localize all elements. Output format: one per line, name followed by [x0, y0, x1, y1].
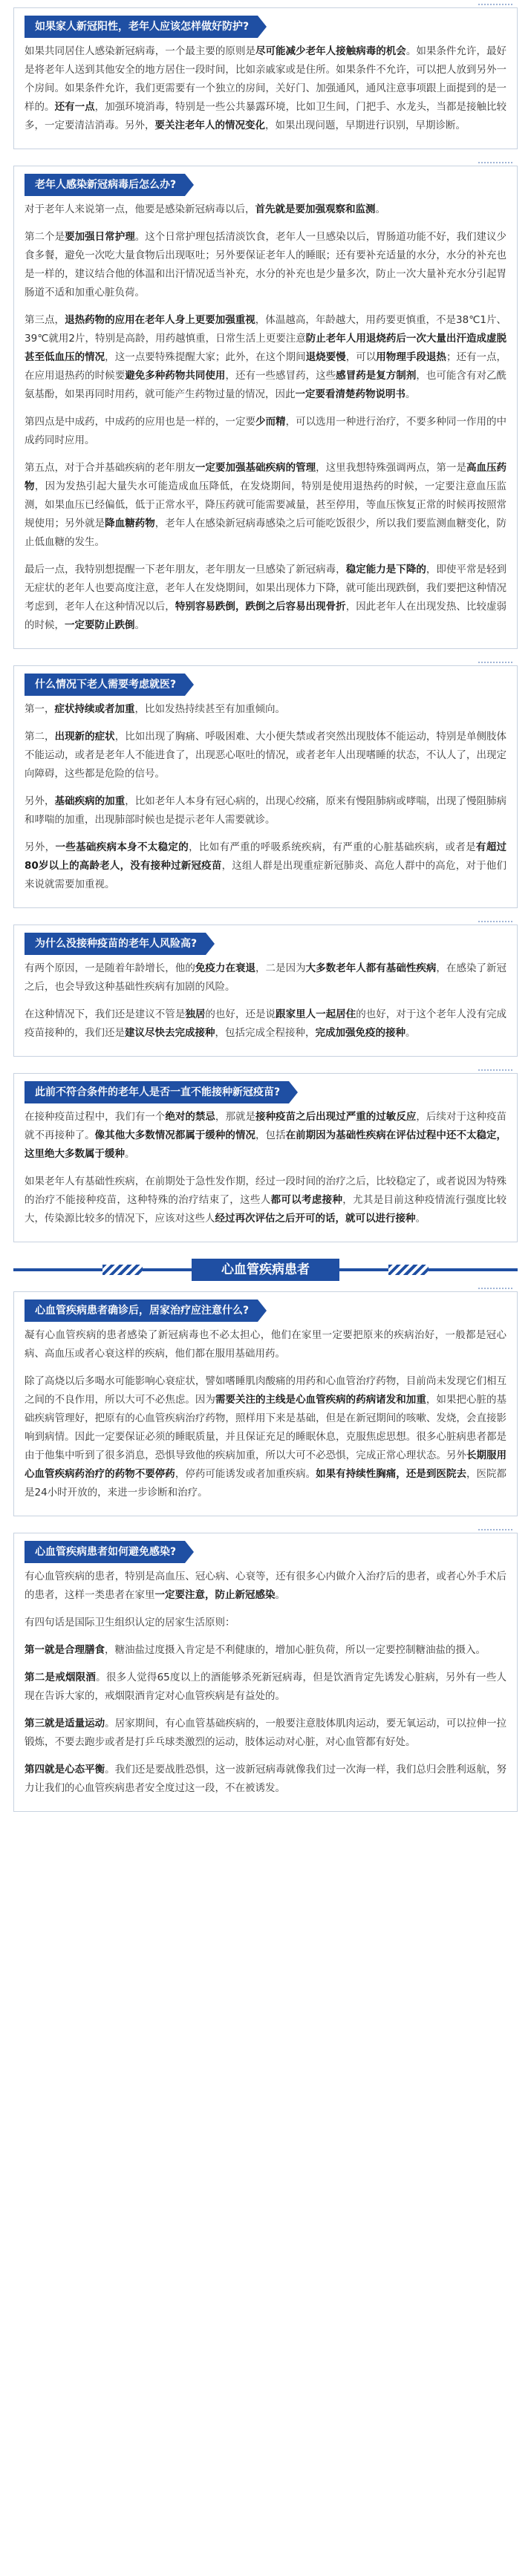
- body-text: 第一，: [25, 703, 55, 715]
- body-text: 第二，: [25, 731, 55, 743]
- body-text: 除了高烧以后多喝水可能影响心衰症状，譬如嗜睡肌肉酸痛的用药和心血管治疗药物，目前尚未发现它们相互之间的不良作用，所以大可不必焦虑。因为: [25, 1375, 506, 1406]
- emphasis-text: 出现新的症状: [54, 731, 115, 743]
- corner-decoration: [478, 921, 512, 925]
- emphasis-text: 完成加强免疫的接种: [315, 1027, 405, 1039]
- body-text: 。居家期间，有心血管基础疾病的，一般要注意肢体肌肉运动，要无氧运动，可以拉伸一拉锻炼，不要去跑步或者是打乒乓球类激烈的运动，肢体运动对心脏，对心血管都有好处。: [25, 1718, 507, 1748]
- emphasis-text: 退烧要慢: [305, 351, 346, 363]
- emphasis-text: 像其他大多数情况都属于缓种的情况: [94, 1129, 255, 1141]
- emphasis-text: 一定要注意，防止新冠感染: [154, 1589, 276, 1601]
- emphasis-text: 绝对的禁忌: [165, 1111, 215, 1123]
- section-box: [13, 166, 518, 649]
- emphasis-text: 降血糖药物: [105, 518, 155, 529]
- body-text: ，这一点要特殊提醒大家；此外，在这个期间: [105, 351, 306, 363]
- paragraph: [25, 1568, 506, 1605]
- health-section-group: [13, 7, 518, 1242]
- body-text: ，体温越高，年龄越大，用药要更慎重，不是38℃1片、39℃就用2片，特别是高龄，用药越慎重，日常生活上更要注意: [25, 314, 507, 345]
- paragraph: [25, 838, 506, 894]
- body-text: 。: [375, 203, 385, 215]
- body-text: 第五点，对于合并基础疾病的老年朋友: [25, 462, 195, 474]
- emphasis-text: 接种疫苗之后出现过严重的过敏反应: [255, 1111, 417, 1123]
- body-text: 第四点是中成药，中成药的应用也是一样的，一定要: [25, 416, 255, 428]
- body-text: 。: [125, 1148, 135, 1160]
- paragraph: [25, 1326, 506, 1363]
- body-text: ，这组人群是出现重症新冠肺炎、高危人群中的高危，对于他们来说就需要加重视。: [25, 860, 506, 890]
- body-text: 。: [405, 1027, 416, 1039]
- corner-decoration: [478, 162, 512, 166]
- paragraph: [25, 413, 506, 450]
- paragraph: [25, 792, 506, 829]
- body-text: ，这里我想特殊强调两点，第一是: [316, 462, 466, 474]
- paragraph: [25, 1715, 506, 1752]
- emphasis-text: 一定要加强基础疾病的管理: [195, 462, 316, 474]
- body-text: ，在感染了新冠之后，也会导致这种基础性疾病有加剧的风险。: [25, 962, 507, 993]
- body-text: ，比如有严重的呼吸系统疾病，有严重的心脏基础疾病，或者是: [189, 841, 476, 853]
- emphasis-text: 退热药物的应用在老年人身上更要加强重视: [65, 314, 255, 326]
- section-box: [13, 925, 518, 1057]
- emphasis-text: 症状持续或者加重: [54, 703, 135, 715]
- emphasis-text: 第三就是适量运动: [25, 1718, 105, 1729]
- emphasis-text: 都可以考虑接种: [270, 1194, 343, 1206]
- body-text: 。很多人觉得65度以上的酒能够杀死新冠病毒，但是饮酒肯定先诱发心脏病，另外有一些人现在告诉大家的，戒烟限酒肯定对心血管疾病是有益处的。: [25, 1672, 507, 1702]
- emphasis-text: 基础疾病的加重: [54, 795, 126, 807]
- banner-stripe-left: [102, 1265, 143, 1275]
- emphasis-text: 还有一点: [54, 101, 95, 113]
- emphasis-text: 如果有持续性胸痛，还是到医院去: [316, 1468, 466, 1480]
- body-text: 。: [415, 1213, 426, 1225]
- emphasis-text: 要加强日常护理: [65, 231, 135, 243]
- body-text: ，因此老年人在出现发热、比较虚弱的时候，: [25, 601, 507, 631]
- emphasis-text: 有超过80岁以上的高龄老人，没有接种过新冠疫苗: [25, 841, 507, 872]
- emphasis-text: 需要关注的主线是心血管疾病的药病诸发和加重: [215, 1394, 426, 1406]
- paragraph: [25, 200, 506, 219]
- body-text: 另外，: [25, 841, 56, 853]
- section-box: [13, 665, 518, 908]
- emphasis-text: 第四就是心态平衡: [25, 1764, 105, 1776]
- emphasis-text: 第一就是合理膳食: [25, 1644, 105, 1656]
- body-text: 对于老年人来说第一点，他要是感染新冠病毒以后，: [25, 203, 255, 215]
- section-title: 此前不符合条件的老年人是否一直不能接种新冠疫苗?: [25, 1081, 289, 1103]
- paragraph: [25, 1669, 506, 1706]
- body-text: 有两个原因，一是随着年龄增长，他的: [25, 962, 195, 974]
- paragraph: [25, 561, 506, 635]
- body-text: 。: [275, 1589, 285, 1601]
- body-text: 。: [134, 619, 145, 631]
- paragraph: [25, 700, 506, 719]
- emphasis-text: 首先就是要加强观察和监测: [255, 203, 376, 215]
- body-text: ，包括: [255, 1129, 286, 1141]
- body-text: 在这种情况下，我们还是建议不管是: [25, 1008, 186, 1020]
- body-text: ，糖油盐过度摄入肯定是不利健康的，增加心脏负荷，所以一定要控制糖油盐的摄入。: [105, 1644, 486, 1656]
- corner-decoration: [478, 1529, 512, 1533]
- paragraph: [25, 1761, 506, 1798]
- section-title: 心血管疾病患者确诊后，居家治疗应注意什么?: [25, 1300, 258, 1322]
- paragraph: [25, 1108, 506, 1164]
- paragraph: [25, 1005, 506, 1043]
- section-title: 心血管疾病患者如何避免感染?: [25, 1541, 185, 1563]
- body-text: ，还有一些感冒药，这些: [225, 370, 336, 382]
- section-box: [13, 7, 518, 149]
- emphasis-text: 跟家里人一起居住: [276, 1008, 356, 1020]
- body-text: ，那就是: [215, 1111, 256, 1123]
- body-text: ，也可能含有对乙酰氨基酚，如果再同时用药，就可能产生药物过量的情况，因此: [25, 370, 507, 400]
- body-text: 有心血管疾病的患者，特别是高血压、冠心病、心衰等，还有很多心内做介入治疗后的患者，或者心外手术后的患者，这样一类患者在家里: [25, 1571, 506, 1601]
- emphasis-text: 少而精: [255, 416, 286, 428]
- emphasis-text: 建议尽快去完成接种: [125, 1027, 215, 1039]
- body-text: 的也好，还是说: [205, 1008, 276, 1020]
- emphasis-text: 尽可能减少老年人接触病毒的机会: [255, 45, 406, 57]
- body-text: ，尤其是目前这种疫情流行强度比较大，传染源比较多的情况下，应该对这些人: [25, 1194, 507, 1225]
- body-text: ，二是因为: [255, 962, 306, 974]
- paragraph: [25, 1614, 506, 1632]
- emphasis-text: 一些基础疾病本身不太稳定的: [55, 841, 189, 853]
- paragraph: [25, 728, 506, 783]
- paragraph: [25, 228, 506, 302]
- body-text: 第三点，: [25, 314, 65, 326]
- emphasis-text: 大多数老年人都有基础性疾病: [305, 962, 437, 974]
- body-text: 如果老年人有基础性疾病，在前期处于急性发作期，经过一段时间的治疗之后，比较稳定了，或者说因为特殊的治疗不能接种疫苗，这种特殊的治疗结束了，这些人: [25, 1175, 506, 1206]
- banner-stripe-right: [388, 1265, 429, 1275]
- corner-decoration: [478, 4, 512, 8]
- body-text: ；还有一点，在应用退热药的时候要: [25, 351, 507, 382]
- body-text: ，加强环境消毒，特别是一些公共暴露环境，比如卫生间，门把手、水龙头，当都是接触比较多，一定要清洁消毒。另外，: [25, 101, 507, 131]
- body-text: 如果共同居住人感染新冠病毒，一个最主要的原则是: [25, 45, 255, 57]
- corner-decoration: [478, 1069, 512, 1074]
- paragraph: [25, 311, 506, 404]
- section-banner: [13, 1259, 518, 1281]
- emphasis-text: 特别容易跌倒，跌倒之后容易出现骨折: [175, 601, 346, 613]
- emphasis-text: 在前期因为基础性疾病在评估过程中还不太稳定，这里绝大多数属于缓种: [25, 1129, 507, 1160]
- emphasis-text: 独居: [185, 1008, 206, 1020]
- body-text: ，停药可能诱发或者加重疾病。: [175, 1468, 316, 1480]
- corner-decoration: [478, 662, 512, 666]
- body-text: 另外，: [25, 795, 55, 807]
- body-text: ，包括完成全程接种，: [215, 1027, 316, 1039]
- emphasis-text: 避免多种药物共同使用: [125, 370, 226, 382]
- section-title: 老年人感染新冠病毒后怎么办?: [25, 174, 185, 196]
- paragraph: [25, 42, 506, 135]
- section-box: [13, 1533, 518, 1812]
- body-text: ，比如出现了胸痛、呼吸困难、大小便失禁或者突然出现肢体不能运动，特别是单侧肢体不能运动，或者是老年人不能进食了，出现恶心呕吐的情况，或者老年人出现嗜睡的状态，不认人了，出现定向障碍，这些都是危险的信号。: [25, 731, 507, 780]
- section-box: [13, 1291, 518, 1516]
- body-text: 在接种疫苗过程中，我们有一个: [25, 1111, 166, 1123]
- section-title: 如果家人新冠阳性，老年人应该怎样做好防护?: [25, 16, 258, 38]
- body-text: 有四句话是国际卫生组织认定的居家生活原则：: [25, 1617, 235, 1628]
- body-text: ，可以选用一种进行治疗，不要多种同一作用的中成药同时应用。: [25, 416, 507, 446]
- body-text: 的也好，对于这个老年人没有完成疫苗接种的，我们还是: [25, 1008, 507, 1039]
- body-text: 。这个日常护理包括清淡饮食，老年人一旦感染以后，胃肠道功能不好，我们建议少食多餐，避免一次吃大量食物后出现呕吐；另外要保证老年人的睡眠；还有要补充适量的水分，水分的补充也是一样的，建议结合他的体温和出汗情况适当补充，水分的补充也是少量多次，防止一次大量补充水分引起胃肠道不适和加重心脏负荷。: [25, 231, 507, 299]
- emphasis-text: 长期服用心血管疾病药治疗的药物不要停药: [25, 1450, 507, 1480]
- section-box: [13, 1073, 518, 1242]
- body-text: 凝有心血管疾病的患者感染了新冠病毒也不必太担心，他们在家里一定要把原来的疾病治好，一般都是冠心病、高血压或者心衰这样的疾病，他们都在服用基础用药。: [25, 1329, 506, 1360]
- body-text: ，后续对于这种疫苗就不再接种了。: [25, 1111, 507, 1141]
- cardio-section-group: [13, 1291, 518, 1812]
- body-text: ，可以: [345, 351, 377, 363]
- body-text: ，医院都是24小时开放的，来进一步诊断和治疗。: [25, 1468, 507, 1499]
- body-text: ，即使平常是轻到无症状的老年人也要高度注意，老年人在发烧期间，如果出现体力下降，就可能出现跌倒，我们要把这种情况考虑到，老年人在这种情况以后，: [25, 564, 507, 613]
- emphasis-text: 经过再次评估之后开可的话，就可以进行接种: [215, 1213, 416, 1225]
- emphasis-text: 用物理手段退热: [376, 351, 446, 363]
- emphasis-text: 第二是戒烟限酒: [25, 1672, 97, 1683]
- emphasis-text: 一定要防止跌倒: [65, 619, 135, 631]
- emphasis-text: 稳定能力是下降的: [345, 564, 426, 575]
- paragraph: [25, 959, 506, 997]
- emphasis-text: 感冒药是复方制剂: [336, 370, 417, 382]
- emphasis-text: 免疫力在衰退: [195, 962, 256, 974]
- body-text: 。: [405, 388, 416, 400]
- section-title: 为什么没接种疫苗的老年人风险高?: [25, 933, 206, 955]
- emphasis-text: 一定要看清楚药物说明书: [295, 388, 405, 400]
- body-text: ，因为发热引起大量失水可能造成血压降低，在发烧期间，特别是使用退热药的时候，一定要注意血压监测，如果血压已经偏低，低于正常水平，降压药就可能需要减量，甚至停用，等血压恢复正常的时候再按照常规使用；另外就是: [25, 480, 507, 529]
- paragraph: [25, 1173, 506, 1228]
- paragraph: [25, 1641, 506, 1660]
- emphasis-text: 防止老年人用退烧药后一次大量出汗造成虚脱甚至低血压的情况: [25, 333, 506, 363]
- body-text: ，如果把心脏的基础疾病管理好，把原有的心血管疾病治疗药物，照样用下来是基础，但是在新冠期间的咳嗽、发烧，会直接影响到病情。因此一定要保证必须的睡眠质量，并且保证充足的睡眠休息，克服焦虑思想。很多心脏病患者都是由于他集中听到了很多消息，恐惧导致他的疾病加重，所以大可不必恐惧，完成正常心理状态。另外: [25, 1394, 507, 1461]
- body-text: ，比如老年人本身有冠心病的，出现心绞痛，原来有慢阻肺病或哮喘，出现了慢阻肺病和哮喘的加重，出现肺部时候也是提示老年人需要就诊。: [25, 795, 507, 826]
- body-text: 。我们还是要战胜恐惧，这一波新冠病毒就像我们过一次海一样，我们总归会胜利返航，努力让我们的心血管疾病患者安全度过这一段，不在被诱发。: [25, 1764, 507, 1794]
- body-text: ，如果出现问题，早期进行识别，早期诊断。: [265, 120, 466, 131]
- body-text: 最后一点，我特别想提醒一下老年朋友，老年朋友一旦感染了新冠病毒，: [25, 564, 346, 575]
- body-text: 。如果条件允许，最好是将老年人送到其他安全的地方居住一段时间，比如亲戚家或是住所。如果条件不允许，可以把人放到另外一个房间。如果条件允许，我们更需要有一个独立的房间，关好门、加强通风，通风注意事项跟上面提到的是一样的。: [25, 45, 507, 113]
- corner-decoration: [478, 1288, 512, 1292]
- body-text: ，老年人在感染新冠病毒感染之后可能吃饭很少，所以我们要监测血糖变化，防止低血糖的发生。: [25, 518, 507, 548]
- section-title: 什么情况下老人需要考虑就医?: [25, 674, 185, 696]
- emphasis-text: 要关注老年人的情况变化: [154, 120, 265, 131]
- banner-title: 心血管疾病患者: [192, 1259, 339, 1281]
- paragraph: [25, 459, 506, 552]
- paragraph: [25, 1372, 506, 1502]
- emphasis-text: 高血压药物: [25, 462, 507, 492]
- body-text: 第二个是: [25, 231, 65, 243]
- body-text: ，比如发热持续甚至有加重倾向。: [134, 703, 285, 715]
